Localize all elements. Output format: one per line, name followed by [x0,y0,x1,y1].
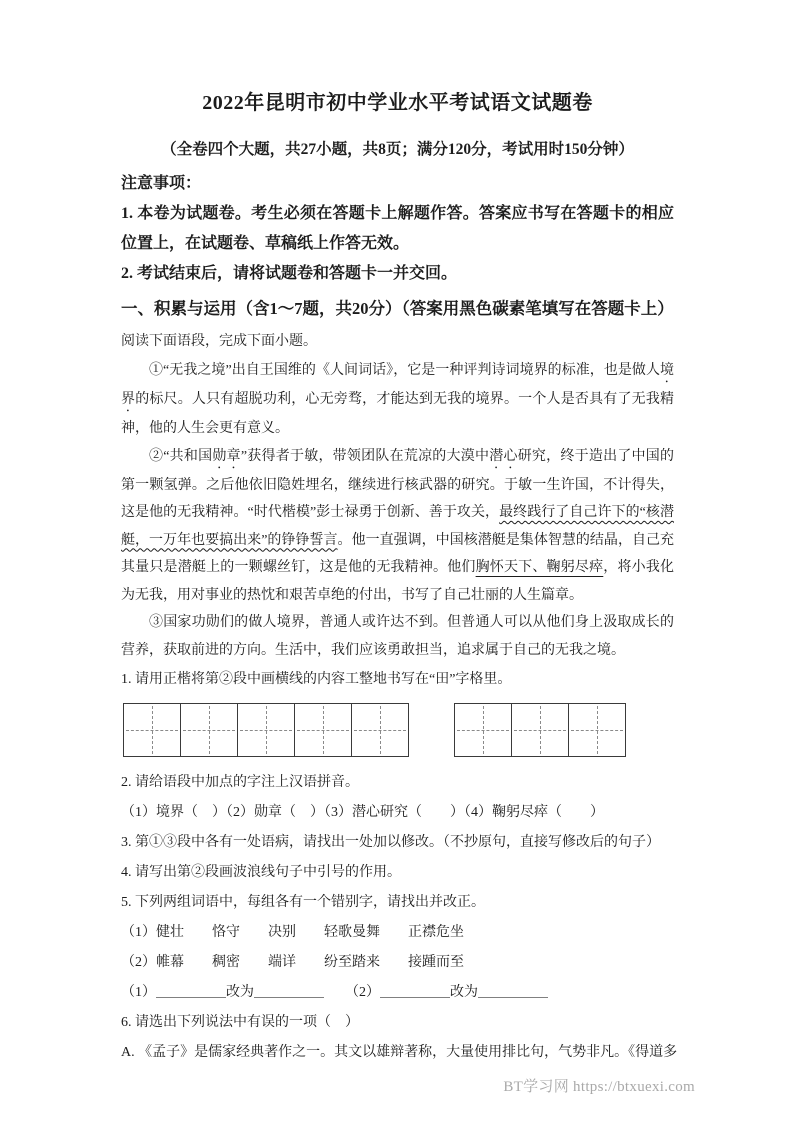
para1-text: 的标尺。人只有超脱功利，心无旁骛，才能达到无我的境界。一个人是否具有了无我精神，他的人生会更有意义。 [121,392,675,436]
tian-cell [351,703,409,757]
page-title: 2022年昆明市初中学业水平考试语文试题卷 [202,92,593,114]
writing-grid [123,703,674,757]
notice-item-1: 1. 本卷为试题卷。考生必须在答题卡上解题作答。答案应书写在答题卡的相应位置上，在试题卷、草稿纸上作答无效。 [121,205,674,252]
exam-subtitle: （全卷四个大题，共27小题，共8页；满分120分，考试用时150分钟） [161,141,634,158]
tian-cell [511,703,569,757]
section-one-heading: 一、积累与运用（含1～7题，共20分）（答案用黑色碳素笔填写在答题卡上） [121,299,674,318]
para2-dotted-word: 潜心 [489,448,518,464]
para2-text: 研究，终于造出了中国的第一颗氢弹。之后他依旧隐姓埋名，继续进行核武器的研究。于敏一生许国，不计得失，这是他的无我精神。“时代楷模”彭士禄勇于创新、善于攻关， [121,448,675,520]
notice-item-2: 2. 考试结束后，请将试题卷和答题卡一并交回。 [121,265,458,282]
question-5-answer-blanks: （1）＿＿＿＿＿改为＿＿＿＿＿ （2）＿＿＿＿＿改为＿＿＿＿＿ [121,985,548,1000]
para1-text: ①“无我之境”出自王国维的《人间词话》，它是一种评判诗词境界的标准，也是做人 [149,363,660,378]
notice-heading: 注意事项： [121,175,202,192]
watermark-site-credit: BT学习网 https://btxuexi.com [503,1079,695,1095]
para2-wavy-underlined-sentence: 最终践行了自己许下的“核潜艇，一万年也要搞出来”的铮铮誓言 [121,505,674,548]
grid-group [123,703,409,757]
tian-cell [454,703,512,757]
question-3: 3. 第①③段中各有一处语病，请找出一处加以修改。（不抄原句，直接写修改后的句子） [121,835,660,850]
question-5: 5. 下列两组词语中，每组各有一个错别字，请找出并改正。 [121,895,485,910]
question-6-option-a: A. 《孟子》是儒家经典著作之一。其文以雄辩著称，大量使用排比句，气势非凡。《得道多 [121,1045,678,1060]
question-1: 1. 请用正楷将第②段中画横线的内容工整地书写在“田”字格里。 [121,672,512,687]
grid-group [454,703,626,757]
tian-cell [123,703,181,757]
question-2: 2. 请给语段中加点的字注上汉语拼音。 [121,775,359,790]
para2-text: ”获得者于敏，带领团队在荒凉的大漠中 [240,448,490,464]
passage-paragraph-3 [121,609,674,664]
para2-text: 。他一直强调，中国核潜艇是集体智慧的结晶，自己充其量只是潜艇上的一颗螺丝钉，这是他的无我精神。他们 [121,532,675,575]
question-6: 6. 请选出下列说法中有误的一项（ ） [121,1015,359,1030]
para2-dotted-word: 勋章 [212,448,241,464]
passage-paragraph-2 [121,443,674,610]
passage-intro: 阅读下面语段，完成下面小题。 [121,334,317,349]
para2-text: ，将小我化为无我，用对事业的热忱和艰苦卓绝的付出，书写了自己壮丽的人生篇章。 [121,560,675,603]
question-2-items: （1）境界（ ）（2）勋章（ ）（3）潜心研究（ ）（4）鞠躬尽瘁（ ） [121,805,604,820]
tian-cell [237,703,295,757]
passage-paragraph-1 [121,357,674,443]
para1-dotted-word: 境界 [121,363,674,407]
para3-text: ③国家功勋们的做人境界，普通人或许达不到。但普通人可以从他们身上汲取成长的营养，获取前进的方向。生活中，我们应该勇敢担当，追求属于自己的无我之境。 [121,615,674,658]
question-5-group-1: （1）健壮 恪守 决别 轻歌曼舞 正襟危坐 [121,925,464,940]
tian-cell [180,703,238,757]
question-4: 4. 请写出第②段画波浪线句子中引号的作用。 [121,865,401,880]
tian-cell [568,703,626,757]
question-5-group-2: （2）帷幕 稠密 端详 纷至踏来 接踵而至 [121,955,464,970]
para2-underlined-phrase: 胸怀天下、鞠躬尽瘁 [475,560,604,575]
para2-text: ②“共和国 [149,448,213,464]
tian-cell [294,703,352,757]
